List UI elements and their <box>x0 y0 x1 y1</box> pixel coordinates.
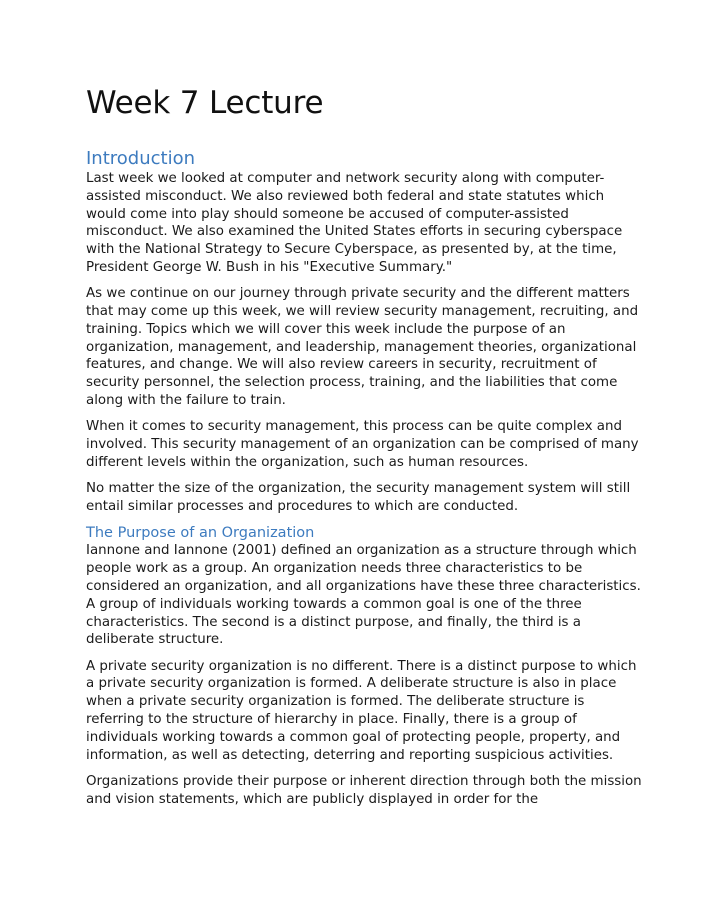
paragraph: Last week we looked at computer and network security along with computer-assisted misconduct. We also reviewed both federal and state statutes which would come into play should someone be accused of computer-assisted misconduct. We also examined the United States efforts in securing cyberspace with the National Strategy to Secure Cyberspace, as presented by, at the time, President George W. Bush in his "Executive Summary." <box>86 171 623 275</box>
paragraph: Iannone and Iannone (2001) defined an organization as a structure through which people work as a group. An organization needs three characteristics to be considered an organization, and all organizations have these three characteristics. A group of individuals working towards a common goal is one of the three characteristics. The second is a distinct purpose, and finally, the third is a deliberate structure. <box>86 543 641 648</box>
paragraph: No matter the size of the organization, the security management system will still entail similar processes and procedures to which are conducted. <box>86 481 631 515</box>
paragraph: As we continue on our journey through private security and the different matters that may come up this week, we will review security management, recruiting, and training. Topics which we will cover this week include the purpose of an organization, management, and leadership, management theories, organizational features, and change. We will also review careers in security, recruitment of security personnel, the selection process, training, and the liabilities that come along with the failure to train. <box>86 286 639 409</box>
section-introduction <box>86 148 642 516</box>
paragraph: When it comes to security management, this process can be quite complex and involved. This security management of an organization can be comprised of many different levels within the organization, such as human resources. <box>86 419 639 470</box>
section-heading-introduction: Introduction <box>86 148 196 169</box>
paragraph: A private security organization is no different. There is a distinct purpose to which a private security organization is formed. A deliberate structure is also in place when a private security organization is formed. The deliberate structure is referring to the structure of hierarchy in place. Finally, there is a group of individuals working towards a common goal of protecting people, property, and information, as well as detecting, deterring and reporting suspicious activities. <box>86 658 637 763</box>
document-title: Week 7 Lecture <box>86 85 324 121</box>
paragraph: Organizations provide their purpose or inherent direction through both the mission and vision statements, which are publicly displayed in order for the <box>86 773 642 807</box>
section-purpose-of-organization <box>86 524 642 808</box>
document-page <box>86 84 642 817</box>
section-heading-purpose-of-organization: The Purpose of an Organization <box>86 525 315 542</box>
